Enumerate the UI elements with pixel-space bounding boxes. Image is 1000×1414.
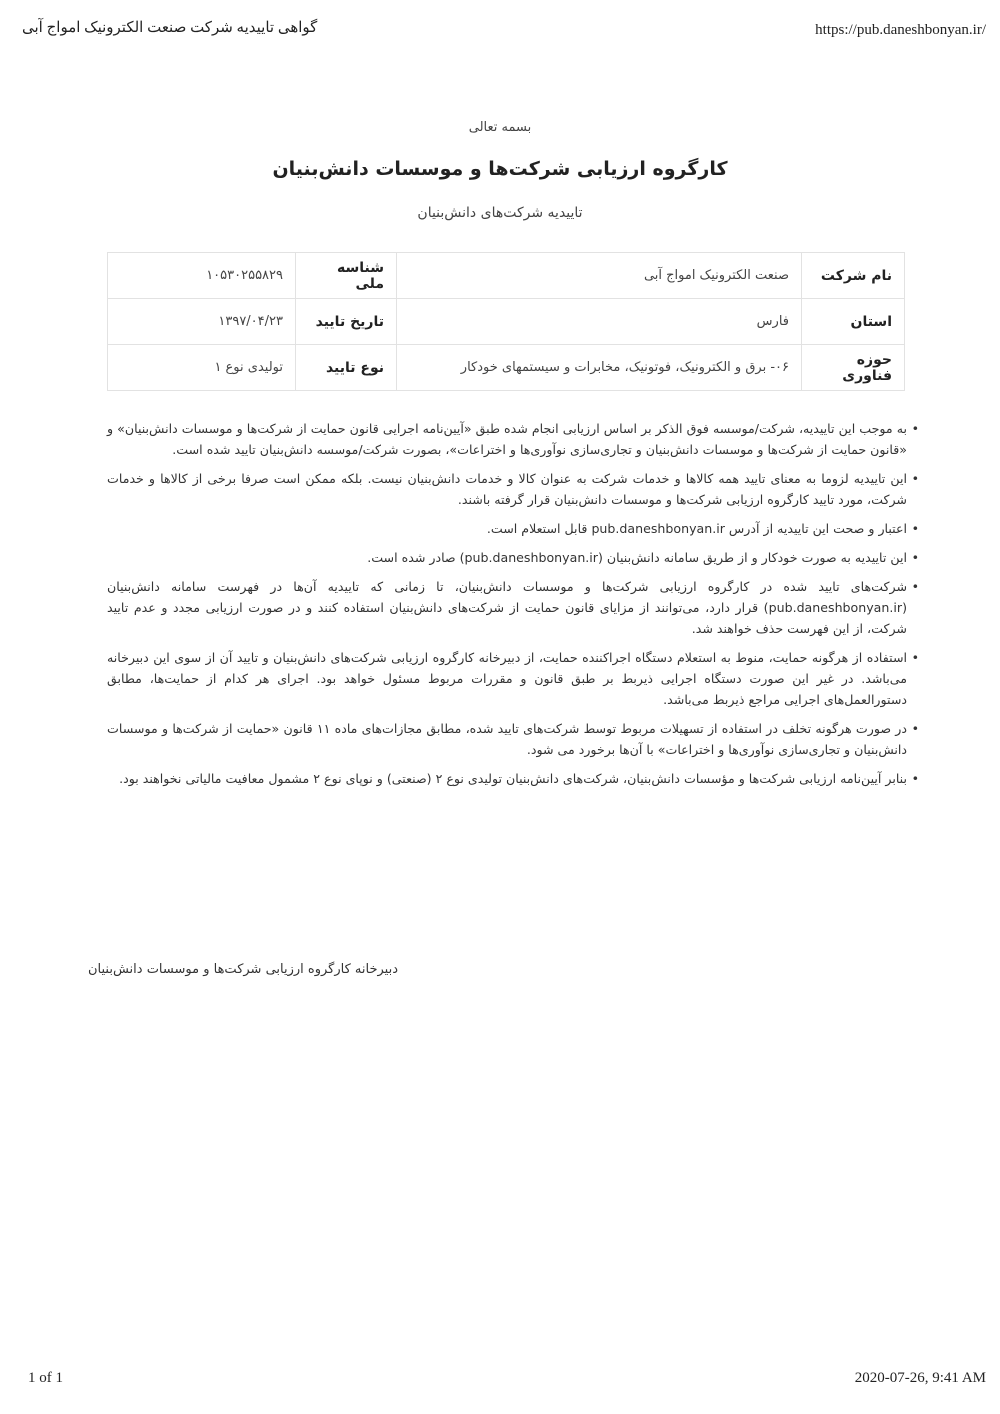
print-page-title: گواهی تاییدیه شرکت صنعت الکترونیک امواج آبی: [22, 20, 318, 36]
note-item: • این تاییدیه لزوما به معنای تایید همه کالاها و خدمات شرکت به عنوان کالا و خدمات دانش‌بنیان نیست. بلکه ممکن است صرفا برخی از کالاها و خدمات شرکت، مورد تایید کارگروه ارزیابی شرکت‌ها و موسسات دانش‌بنیان قرار گرفته باشند.: [107, 468, 907, 510]
note-item: • در صورت هرگونه تخلف در استفاده از تسهیلات مربوط توسط شرکت‌های تایید شده، مطابق مجازات‌های ماده ۱۱ قانون «حمایت از شرکت‌ها و موسسات دانش‌بنیان و تجاری‌سازی نوآوری‌ها و اختراعات» با آن‌ها برخورد می شود.: [107, 718, 907, 760]
approval-date-value: ۱۳۹۷/۰۴/۲۳: [108, 299, 296, 345]
note-item: • بنابر آیین‌نامه ارزیابی شرکت‌ها و مؤسسات دانش‌بنیان، شرکت‌های دانش‌بنیان تولیدی نوع ۲ (صنعتی) و نوپای نوع ۲ مشمول معافیت مالیاتی نخواهند بود.: [107, 768, 907, 789]
notes-list: [107, 418, 919, 797]
approval-type-label: نوع تایید: [296, 345, 397, 391]
basmala-heading: بسمه تعالی: [468, 120, 532, 135]
info-row-province: [108, 299, 905, 345]
company-info-table: [107, 252, 905, 391]
province-value: فارس: [397, 299, 802, 345]
note-item: • شرکت‌های تایید شده در کارگروه ارزیابی شرکت‌ها و موسسات دانش‌بنیان، تا زمانی که تاییدیه آن‌ها در فهرست سامانه دانش‌بنیان (pub.daneshbonyan.ir) قرار دارد، می‌توانند از مزایای قانون حمایت از شرکت‌های دانش‌بنیان استفاده کنند و در صورت ارزیابی مجدد و عدم تایید شرکت، از این فهرست حذف خواهند شد.: [107, 576, 907, 639]
tech-field-label: حوزه فناوری: [802, 345, 905, 391]
note-item: • این تاییدیه به صورت خودکار و از طریق سامانه دانش‌بنیان (pub.daneshbonyan.ir) صادر شده است.: [107, 547, 907, 568]
approval-type-value: تولیدی نوع ۱: [108, 345, 296, 391]
print-timestamp: 2020-07-26, 9:41 AM: [854, 1370, 986, 1386]
page-count: 1 of 1: [28, 1370, 63, 1386]
province-label: استان: [802, 299, 905, 345]
print-url[interactable]: https://pub.daneshbonyan.ir/: [815, 22, 986, 38]
company-name-value: صنعت الکترونیک امواج آبی: [397, 253, 802, 299]
national-id-value: ۱۰۵۳۰۲۵۵۸۲۹: [108, 253, 296, 299]
note-item: • به موجب این تاییدیه، شرکت/موسسه فوق الذکر بر اساس ارزیابی انجام شده طبق «آیین‌نامه اجرایی قانون حمایت از شرکت‌ها و موسسات دانش‌بنیان» و «قانون حمایت از شرکت‌ها و موسسات دانش‌بنیان و تجاری‌سازی نوآوری‌ها و اختراعات»، بصورت شرکت/موسسه دانش‌بنیان تایید شده است.: [107, 418, 907, 460]
note-item: • اعتبار و صحت این تاییدیه از آدرس pub.daneshbonyan.ir قابل استعلام است.: [107, 518, 907, 539]
document-subtitle: تاییدیه شرکت‌های دانش‌بنیان: [417, 205, 583, 221]
info-row-tech-field: [108, 345, 905, 391]
document-title: کارگروه ارزیابی شرکت‌ها و موسسات دانش‌بنیان: [272, 158, 728, 180]
signature-line: دبیرخانه کارگروه ارزیابی شرکت‌ها و موسسات دانش‌بنیان: [88, 962, 399, 977]
tech-field-value: ۰۶- برق و الکترونیک، فوتونیک، مخابرات و سیستمهای خودکار: [397, 345, 802, 391]
approval-date-label: تاریخ تایید: [296, 299, 397, 345]
company-name-label: نام شرکت: [802, 253, 905, 299]
info-row-company-name: [108, 253, 905, 299]
national-id-label: شناسه ملی: [296, 253, 397, 299]
note-item: • استفاده از هرگونه حمایت، منوط به استعلام دستگاه اجراکننده حمایت، از دبیرخانه کارگروه ارزیابی شرکت‌های دانش‌بنیان و تایید آن از سوی این دبیرخانه می‌باشد. در غیر این صورت دستگاه اجرایی ذیربط بر طبق قانون و مقررات مربوط مسئول خواهد بود. اجرای هر کدام از حمایت‌ها، مطابق دستورالعمل‌های اجرایی مراجع ذیربط می‌باشد.: [107, 647, 907, 710]
